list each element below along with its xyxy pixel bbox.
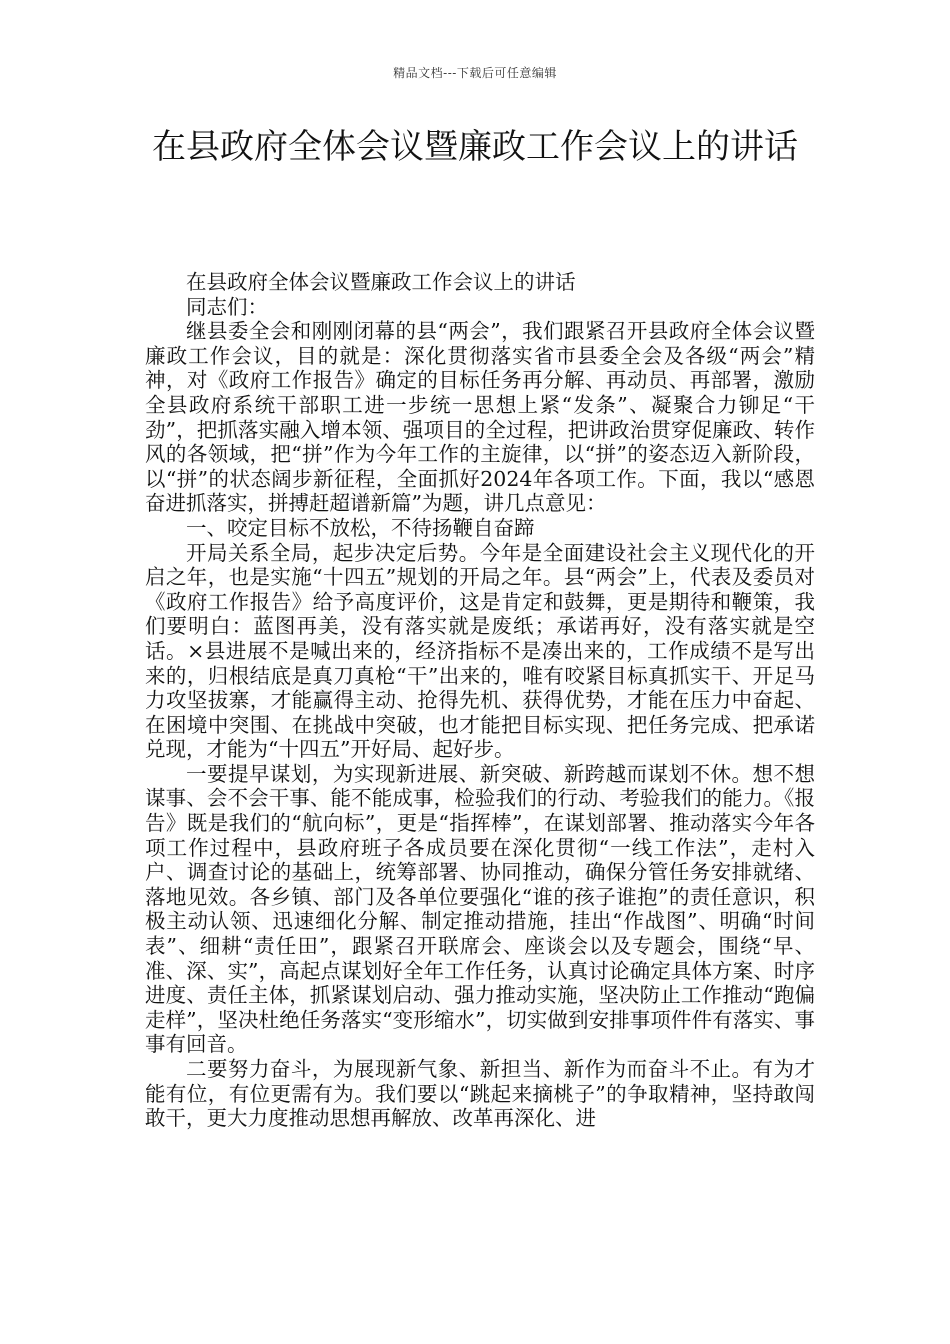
body-paragraph: 一要提早谋划，为实现新进展、新突破、新跨越而谋划不休。想不想谋事、会不会干事、能不能成事，检验我们的行动、考验我们的能力。《报告》既是我们的“航向标”，更是“指挥棒”，在谋划部署、推动落实今年各项工作过程中，县政府班子各成员要在深化贯彻“一线工作法”，走村入户、调查讨论的基础上，统筹部署、协同推动，确保分管任务安排就绪、落地见效。各乡镇、部门及各单位要强化“谁的孩子谁抱”的责任意识，积极主动认领、迅速细化分解、制定推动措施，挂出“作战图”、明确“时间表”、细耕“责任田”，跟紧召开联席会、座谈会以及专题会，围绕“早、准、深、实”，高起点谋划好全年工作任务，认真讨论确定具体方案、时序进度、责任主体，抓紧谋划启动、强力推动实施，坚决防止工作推动“跑偏走样”，坚决杜绝任务落实“变形缩水”，切实做到安排事项件件有落实、事事有回音。 <box>145 761 815 1057</box>
salutation-paragraph: 同志们： <box>186 294 268 319</box>
body-paragraph: 二要努力奋斗，为展现新气象、新担当、新作为而奋斗不止。有为才能有位，有位更需有为。我们要以“跳起来摘桃子”的争取精神，坚持敢闯敢干，更大力度推动思想再解放、改革再深化、进 <box>145 1057 815 1131</box>
body-paragraph: 开局关系全局，起步决定后势。今年是全面建设社会主义现代化的开启之年，也是实施“十四五”规划的开局之年。县“两会”上，代表及委员对《政府工作报告》给予高度评价，这是肯定和鼓舞，更是期待和鞭策，我们要明白：蓝图再美，没有落实就是废纸；承诺再好，没有落实就是空话。×县进展不是喊出来的，经济指标不是凑出来的，工作成绩不是写出来的，归根结底是真刀真枪“干”出来的，唯有咬紧目标真抓实干、开足马力攻坚拔寨，才能赢得主动、抢得先机、获得优势，才能在压力中奋起、在困境中突围、在挑战中突破，也才能把目标实现、把任务完成、把承诺兑现，才能为“十四五”开好局、起好步。 <box>145 540 815 762</box>
document-body <box>145 270 815 1131</box>
subtitle-paragraph: 在县政府全体会议暨廉政工作会议上的讲话 <box>186 270 576 294</box>
section-heading: 一、咬定目标不放松，不待扬鞭自奋蹄 <box>186 515 535 540</box>
intro-paragraph: 继县委全会和刚刚闭幕的县“两会”，我们跟紧召开县政府全体会议暨廉政工作会议，目的就是：深化贯彻落实省市县委全会及各级“两会”精神，对《政府工作报告》确定的目标任务再分解、再动员、再部署，激励全县政府系统干部职工进一步统一思想上紧“发条”、凝聚合力铆足“干劲”，把抓落实融入增本领、强项目的全过程，把讲政治贯穿促廉政、转作风的各领域，把“拼”作为今年工作的主旋律，以“拼”的姿态迈入新阶段，以“拼”的状态阔步新征程，全面抓好2024年各项工作。下面，我以“感恩奋进抓落实，拼搏赶超谱新篇”为题，讲几点意见： <box>145 319 815 516</box>
header-note: 精品文档---下载后可任意编辑 <box>393 66 557 80</box>
document-title: 在县政府全体会议暨廉政工作会议上的讲话 <box>152 127 798 167</box>
